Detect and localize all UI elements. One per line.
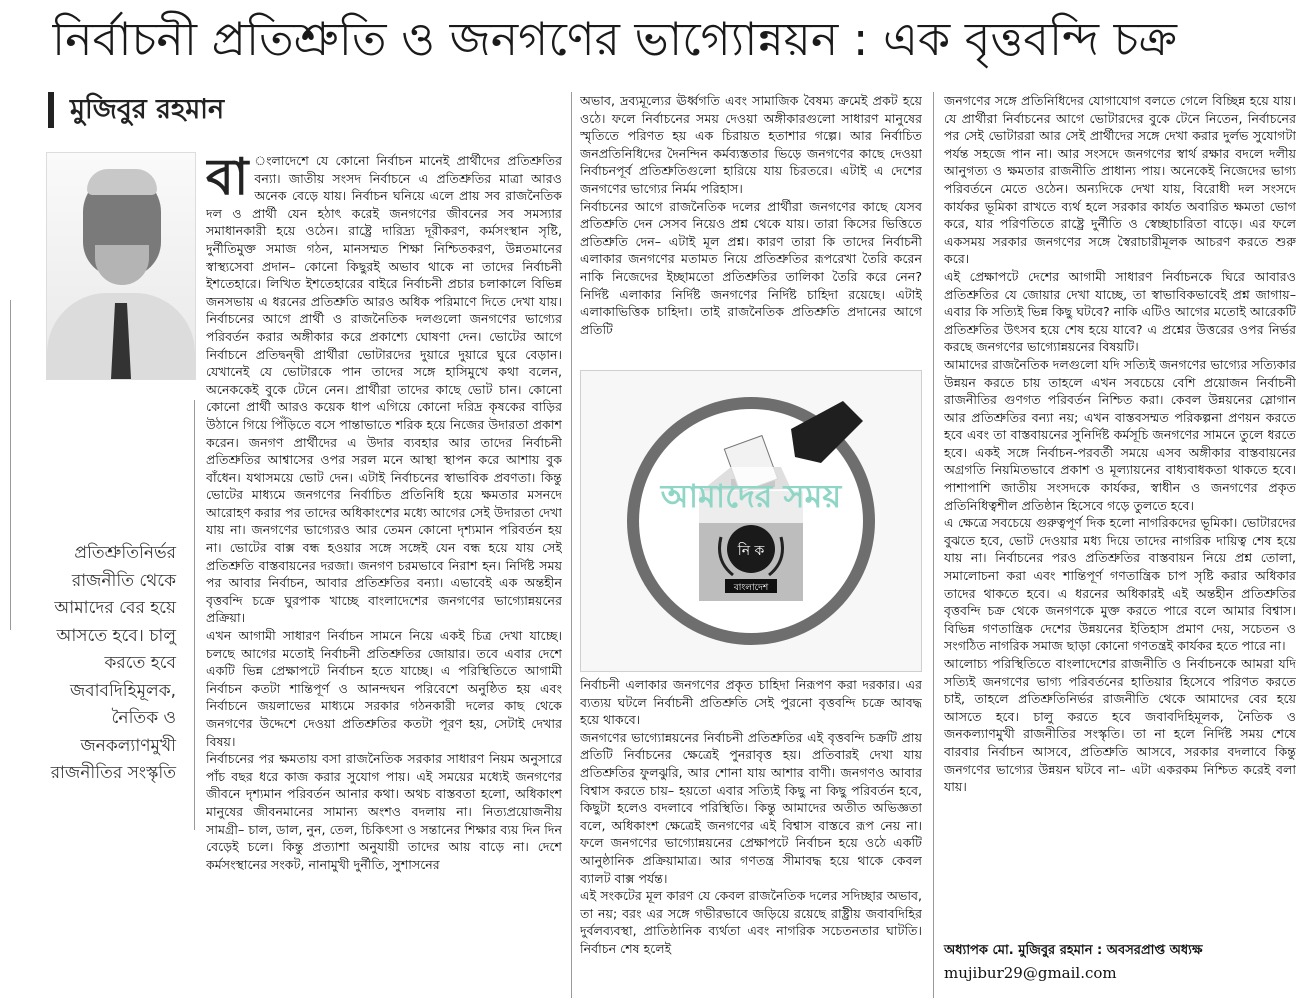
paragraph: ংলাদেশে যে কোনো নির্বাচন মানেই প্রার্থীদের প্রতিশ্রুতির বন্যা। জাতীয় সংসদ নির্বাচনে এ প্রতিশ্রুতির মাত্রা আরও অনেক বেড়ে যায়। নির্বাচন ঘনিয়ে এলে প্রায় সব রাজনৈতিক দল ও প্রার্থী যেন হঠাৎ করেই জনগণের জীবনের সব সমস্যার সমাধানকারী হয়ে ওঠেন। রাষ্ট্রে দারিদ্র্য দূরীকরণ, কর্মসংস্থান সৃষ্টি, দুর্নীতিমুক্ত সমাজ গঠন, মানসম্মত শিক্ষা নিশ্চিতকরণ, উন্নতমানের স্বাস্থ্যসেবা প্রদান– কোনো কিছুরই অভাব থাকে না তাদের নির্বাচনী ইশতেহারে। লিখিত ইশতেহারের বাইরে নির্বাচনী প্রচার চলাকালে বিভিন্ন জনসভায় এ ধরনের প্রতিশ্রুতি আরও অধিক পরিমাণে দিতে দেখা যায়। নির্বাচনের আগে প্রার্থী ও রাজনৈতিক দলগুলো জনগণের ভাগ্যের পরিবর্তন করার অঙ্গীকার করে প্রকাশ্যে ঘোষণা দেন। ভোটের আগে নির্বাচনে প্রতিদ্বন্দ্বী প্রার্থীরা ভোটারদের দুয়ারে দুয়ারে ঘুরে বেড়ান। যেখানেই যে ভোটারকে পান তাদের সঙ্গে হাসিমুখে কথা বলেন, অনেককেই বুকে টেনে নেন। প্রার্থীরা তাদের কাছে ভোট চান। কোনো কোনো প্রার্থী আরও কয়েক ধাপ এগিয়ে কোনো দরিদ্র কৃষকের বাড়ির উঠানে গিয়ে পিঁড়িতে বসে পান্তাভাতে শরিক হয়ে নিজের উদারতা প্রকাশ করেন। জনগণ প্রার্থীদের এ উদার ব্যবহার আর তাদের নির্বাচনী প্রতিশ্রুতির আশ্বাসের ওপর সরল মনে আস্থা স্থাপন করে আশায় বুক বাঁধেন। যথাসময়ে ভোট দেন। এটাই নির্বাচনের স্বাভাবিক প্রবণতা। কিন্তু ভোটের মাধ্যমে জনগণের নির্বাচিত প্রতিনিধি হয়ে ক্ষমতার মসনদে আরোহণ করার পর তাদের অধিকাংশের মধ্যে আগের সেই উদারতা দেখা যায় না। জনগণের ভাগ্যেরও আর তেমন কোনো দৃশ্যমান পরিবর্তন হয় না। ভোটের বাক্স বন্ধ হওয়ার সঙ্গে সঙ্গেই যেন বন্ধ হয়ে যায় সেই প্রতিশ্রুতি বাস্তবায়নের দরজা। জনগণ চরমভাবে নিরাশ হন। নির্দিষ্ট সময় পর আবার নির্বাচন, আবার প্রতিশ্রুতির বন্যা। এভাবেই এক অন্তহীন বৃত্তবন্দি চক্রে ঘুরপাক খাচ্ছে বাংলাদেশের জনগণের ভাগ্যোন্নয়নের প্রক্রিয়া।	[206, 153, 562, 626]
paragraph: এই প্রেক্ষাপটে দেশের আগামী সাধারণ নির্বাচনকে ঘিরে আবারও প্রতিশ্রুতির যে জোয়ার দেখা যাচ্ছে, তা স্বাভাবিকভাবেই প্রশ্ন জাগায়– এবার কি সত্যিই ভিন্ন কিছু ঘটবে? নাকি এটিও আগের মতোই আরেকটি প্রতিশ্রুতির উৎসব হয়ে শেষ হয়ে যাবে? এ প্রশ্নের উত্তরের ওপর নির্ভর করছে জনগণের ভাগ্যোন্নয়নের বিষয়টি।	[944, 268, 1296, 355]
paragraph: জনগণের ভাগ্যোন্নয়নের নির্বাচনী প্রতিশ্রুতির এই বৃত্তবন্দি চক্রটি প্রায় প্রতিটি নির্বাচনের ক্ষেত্রেই পুনরাবৃত্ত হয়। প্রতিবারই দেখা যায় প্রতিশ্রুতির ফুলঝুরি, আর শোনা যায় আশার বাণী। জনগণও আবার বিশ্বাস করতে চায়– হয়তো এবার সত্যিই কিছু না কিছু পরিবর্তন হবে, কিছুটা হলেও বদলাবে পরিস্থিতি। কিন্তু আমাদের অতীত অভিজ্ঞতা বলে, অধিকাংশ ক্ষেত্রেই জনগণের এই বিশ্বাস বাস্তবে রূপ নেয় না। ফলে জনগণের ভাগ্যোন্নয়নের প্রেক্ষাপটে নির্বাচন হয়ে ওঠে একটি আনুষ্ঠানিক প্রক্রিয়ামাত্র। আর গণতন্ত্র সীমাবদ্ধ হয়ে থাকে কেবল ব্যালট বাক্স পর্যন্ত।	[580, 729, 922, 886]
article-column-3	[944, 92, 1296, 932]
drop-cap: বা	[206, 152, 249, 206]
paragraph: আলোচ্য পরিস্থিতিতে বাংলাদেশের রাজনীতি ও নির্বাচনকে আমরা যদি সত্যিই জনগণের ভাগ্য পরিবর্তনের হাতিয়ার হিসেবে পরিণত করতে চাই, তাহলে প্রতিশ্রুতিনির্ভর রাজনীতি থেকে আমাদের বের হয়ে আসতে হবে। চালু করতে হবে জবাবদিহিমূলক, নৈতিক ও জনকল্যাণমুখী রাজনীতির সংস্কৃতি। তা না হলে নির্দিষ্ট সময় শেষে বারবার নির্বাচন আসবে, প্রতিশ্রুতি আসবে, সরকার বদলাবে কিন্তু জনগণের ভাগ্যের উন্নয়ন ঘটবে না– এটা একরকম নিশ্চিত করেই বলা যায়।	[944, 656, 1296, 795]
divider	[571, 92, 572, 998]
headline: নির্বাচনী প্রতিশ্রুতি ও জনগণের ভাগ্যোন্নয়ন : এক বৃত্তবন্দি চক্র	[52, 12, 1177, 66]
paragraph: জনগণের সঙ্গে প্রতিনিধিদের যোগাযোগ বলতে গেলে বিচ্ছিন্ন হয়ে যায়। যে প্রার্থীরা নির্বাচনের আগে ভোটারদের বুকে টেনে নিতেন, নির্বাচনের পর সেই ভোটাররা আর সেই প্রার্থীদের সঙ্গে দেখা করার দুর্লভ সুযোগটা পর্যন্ত সহজে পান না। আর সংসদে জনগণের স্বার্থ রক্ষার বদলে দলীয় আনুগত্য ও ক্ষমতার রাজনীতি প্রাধান্য পায়। অনেকেই নিজেদের ভাগ্য পরিবর্তনে মেতে ওঠেন। অন্যদিকে দেখা যায়, বিরোধী দল সংসদে কার্যকর ভূমিকা রাখতে ব্যর্থ হলে সরকার কার্যত অবারিত ক্ষমতা ভোগ করে, যার পরিণতিতে রাষ্ট্রে দুর্নীতি ও স্বেচ্ছাচারিতা বাড়ে। এর ফলে একসময় সরকার জনগণের সঙ্গে স্বৈরাচারীমূলক আচরণ করতে শুরু করে।	[944, 93, 1296, 267]
paragraph: অভাব, দ্রব্যমূল্যের ঊর্ধ্বগতি এবং সামাজিক বৈষম্য ক্রমেই প্রকট হয়ে ওঠে। ফলে নির্বাচনের সময় দেওয়া অঙ্গীকারগুলো সাধারণ মানুষের স্মৃতিতে পরিণত হয় এক চিরায়ত হতাশার গল্পে। আর নির্বাচিত জনপ্রতিনিধিদের দৈনন্দিন কর্মব্যস্ততার ভিড়ে জনগণের কাছে দেওয়া নির্বাচনপূর্ব প্রতিশ্রুতিগুলো হারিয়ে যায় চিরতরে। এটাই এ দেশের জনগণের ভাগ্যের নির্মম পরিহাস।	[580, 93, 922, 196]
ballot-illustration-svg	[581, 371, 921, 671]
author-byline: অধ্যাপক মো. মুজিবুর রহমান : অবসরপ্রাপ্ত অধ্যক্ষ	[944, 943, 1203, 958]
ballot-box-illustration	[580, 370, 922, 672]
paragraph: নির্বাচনের আগে রাজনৈতিক দলের প্রার্থীরা জনগণের কাছে যেসব প্রতিশ্রুতি দেন সেসব নিয়েও প্রশ্ন থেকে যায়। তারা কিসের ভিত্তিতে প্রতিশ্রুতি দেন– এটাই মূল প্রশ্ন। কারণ তারা কি তাদের নির্বাচনী এলাকার জনগণের মতামত নিয়ে প্রতিশ্রুতির রূপরেখা তৈরি করেন নাকি নিজেদের ইচ্ছামতো প্রতিশ্রুতির তালিকা তৈরি করে নেন? নির্দিষ্ট এলাকার নির্দিষ্ট জনগণের নির্দিষ্ট চাহিদা রয়েছে। এটাই এলাকাভিত্তিক চাহিদা। তাই রাজনৈতিক প্রতিশ্রুতি প্রদানের আগে প্রতিটি	[580, 198, 922, 337]
pull-quote: প্রতিশ্রুতিনির্ভর রাজনীতি থেকে আমাদের বের হয়ে আসতে হবে। চালু করতে হবে জবাবদিহিমূলক, নৈতিক ও জনকল্যাণমুখী রাজনীতির সংস্কৃতি	[50, 543, 176, 783]
article-column-1	[206, 152, 562, 998]
divider	[933, 92, 934, 998]
author-name: মুজিবুর রহমান	[48, 92, 224, 128]
divider	[194, 400, 195, 830]
paragraph: এ ক্ষেত্রে সবচেয়ে গুরুত্বপূর্ণ দিক হলো নাগরিকদের ভূমিকা। ভোটারদের বুঝতে হবে, ভোট দেওয়ার মধ্য দিয়ে তাদের নাগরিক দায়িত্ব শেষ হয়ে যায় না। নির্বাচনের পরও প্রতিশ্রুতির বাস্তবায়ন নিয়ে প্রশ্ন তোলা, সমালোচনা করা এবং শান্তিপূর্ণ গণতান্ত্রিক চাপ সৃষ্টি করার অধিকার তাদের থাকতে হবে। এ ধরনের অধিকারই এই অন্তহীন প্রতিশ্রুতির বৃত্তবন্দি চক্র থেকে জনগণকে মুক্ত করতে পারে বলে আমার বিশ্বাস। বিভিন্ন গণতান্ত্রিক দেশের উন্নয়নের ইতিহাস প্রমাণ দেয়, সচেতন ও সংগঠিত নাগরিক সমাজ ছাড়া কোনো গণতন্ত্রই কার্যকর হতে পারে না।	[944, 515, 1296, 654]
paragraph: এখন আগামী সাধারণ নির্বাচন সামনে নিয়ে একই চিত্র দেখা যাচ্ছে। চলছে আগের মতোই নির্বাচনী প্রতিশ্রুতির জোয়ার। তবে এবার দেশে একটি ভিন্ন প্রেক্ষাপটে নির্বাচন হতে যাচ্ছে। এ পরিস্থিতিতে আগামী নির্বাচন কতটা শান্তিপূর্ণ ও আনন্দঘন পরিবেশে অনুষ্ঠিত হয় এবং নির্বাচনে জয়লাভের মাধ্যমে সরকার গঠনকারী দলের কাছ থেকে জনগণের উদ্দেশে দেওয়া প্রতিশ্রুতির কতটা পূরণ হয়, সেটাই দেখার বিষয়।	[206, 628, 562, 749]
paragraph: নির্বাচনী এলাকার জনগণের প্রকৃত চাহিদা নিরূপণ করা দরকার। এর ব্যত্যয় ঘটলে নির্বাচনী প্রতিশ্রুতি সেই পুরনো বৃত্তবন্দি চক্রে আবদ্ধ হয়ে থাকবে।	[580, 677, 922, 728]
emblem-country: বাংলাদেশ	[733, 583, 769, 593]
emblem-letters: নি ক	[737, 543, 765, 559]
article-column-2-top	[580, 92, 922, 362]
author-email[interactable]: mujibur29@gmail.com	[944, 964, 1117, 982]
author-photo	[46, 152, 196, 380]
divider	[10, 300, 11, 630]
article-column-2-bottom	[580, 676, 922, 998]
paragraph: নির্বাচনের পর ক্ষমতায় বসা রাজনৈতিক সরকার সাধারণ নিয়ম অনুসারে পাঁচ বছর ধরে কাজ করার সুযোগ পায়। এই সময়ের মধ্যেই জনগণের জীবনে দৃশ্যমান পরিবর্তন আনার কথা। অথচ বাস্তবতা হলো, অধিকাংশ মানুষের জীবনমানের সামান্য অংশও বদলায় না। নিত্যপ্রয়োজনীয় সামগ্রী– চাল, ডাল, নুন, তেল, চিকিৎসা ও সন্তানের শিক্ষার ব্যয় দিন দিন বেড়েই চলে। কিন্তু প্রত্যাশা অনুযায়ী তাদের আয় বাড়ে না। দেশে কর্মসংস্থানের সংকট, নানামুখী দুর্নীতি, সুশাসনের	[206, 751, 562, 872]
watermark-text: আমাদের সময়	[660, 477, 842, 515]
author-footer	[944, 940, 1296, 984]
paragraph: এই সংকটের মূল কারণ যে কেবল রাজনৈতিক দলের সদিচ্ছার অভাব, তা নয়; বরং এর সঙ্গে গভীরভাবে জড়িয়ে রয়েছে রাষ্ট্রীয় জবাবদিহির দুর্বলব্যবস্থা, প্রাতিষ্ঠানিক ব্যর্থতা এবং নাগরিক সচেতনতার ঘাটতি। নির্বাচন শেষ হলেই	[580, 888, 922, 956]
paragraph: আমাদের রাজনৈতিক দলগুলো যদি সত্যিই জনগণের ভাগ্যের সত্যিকার উন্নয়ন করতে চায় তাহলে এখন সবচেয়ে বেশি প্রয়োজন নির্বাচনী রাজনীতির গুণগত পরিবর্তন নিশ্চিত করা। কেবল উন্নয়নের স্লোগান আর প্রতিশ্রুতির বন্যা নয়; এখন বাস্তবসম্মত পরিকল্পনা প্রণয়ন করতে হবে এবং তা বাস্তবায়নের সুনির্দিষ্ট কর্মসূচি জনগণের সামনে তুলে ধরতে হবে। একই সঙ্গে নির্বাচন-পরবর্তী সময়ে এসব অঙ্গীকার বাস্তবায়নের অগ্রগতি নিয়মিতভাবে প্রকাশ ও মূল্যায়নের বাধ্যবাধকতা থাকতে হবে। পাশাপাশি জাতীয় সংসদকে কার্যকর, স্বাধীন ও জনগণের প্রকৃত প্রতিনিধিত্বশীল প্রতিষ্ঠান হিসেবে গড়ে তুলতে হবে।	[944, 356, 1296, 513]
